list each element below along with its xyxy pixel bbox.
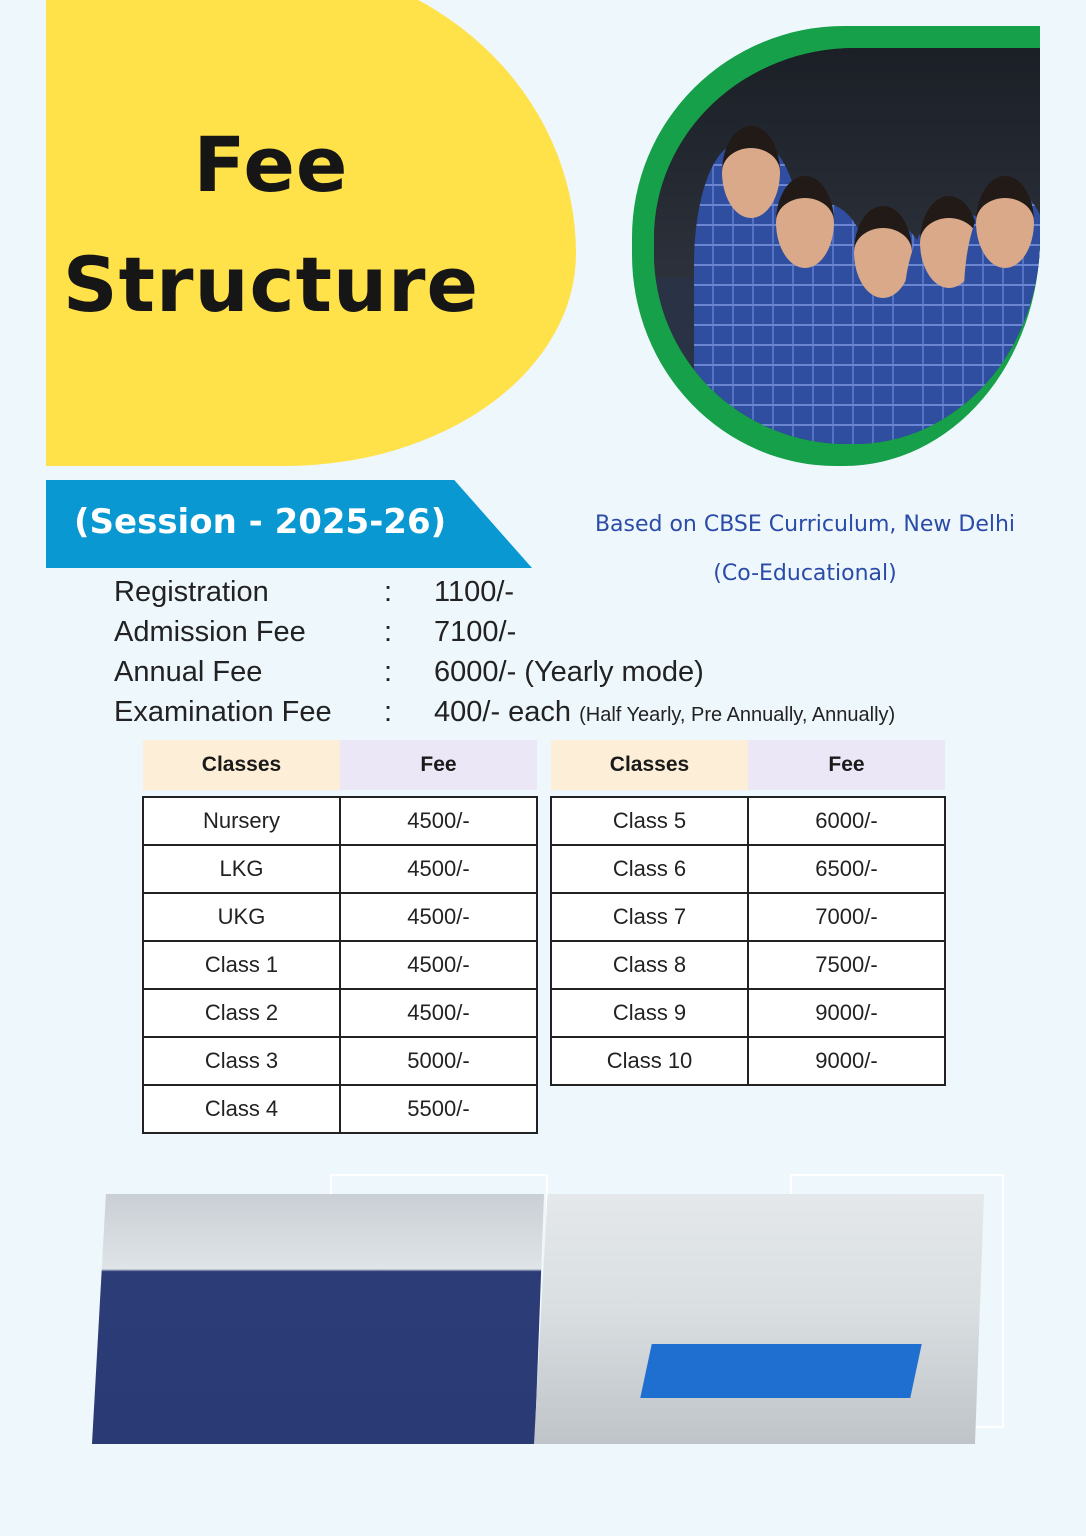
class-cell: Class 10 bbox=[551, 1037, 748, 1085]
class-fee-table-right bbox=[550, 740, 946, 1086]
fee-label: Registration bbox=[114, 576, 269, 608]
fee-separator: : bbox=[384, 576, 393, 608]
class-cell: Class 2 bbox=[143, 989, 340, 1037]
fee-label: Annual Fee bbox=[114, 656, 263, 688]
fee-label: Admission Fee bbox=[114, 616, 306, 648]
fee-cell: 9000/- bbox=[748, 1037, 945, 1085]
table-row bbox=[143, 1085, 537, 1133]
title-background-blob bbox=[46, 0, 576, 466]
fee-amount: 400/- each bbox=[434, 696, 572, 728]
table-row bbox=[143, 893, 537, 941]
table-row bbox=[143, 797, 537, 845]
fee-cell: 6000/- bbox=[748, 797, 945, 845]
class-cell: Class 3 bbox=[143, 1037, 340, 1085]
fee-separator: : bbox=[384, 696, 393, 728]
class-cell: Class 6 bbox=[551, 845, 748, 893]
class-cell: Nursery bbox=[143, 797, 340, 845]
fee-cell: 9000/- bbox=[748, 989, 945, 1037]
students-playing-table-tennis-photo bbox=[534, 1194, 984, 1444]
page-title-line1: Fee bbox=[193, 120, 349, 209]
class-cell: Class 7 bbox=[551, 893, 748, 941]
column-header-classes: Classes bbox=[143, 740, 340, 790]
class-cell: Class 8 bbox=[551, 941, 748, 989]
table-row bbox=[551, 941, 945, 989]
table-tennis-table-shape bbox=[640, 1344, 921, 1398]
table-row bbox=[551, 845, 945, 893]
table-row bbox=[143, 845, 537, 893]
fee-cell: 5500/- bbox=[340, 1085, 537, 1133]
session-label: (Session - 2025-26) bbox=[74, 502, 447, 542]
class-cell: UKG bbox=[143, 893, 340, 941]
fee-value bbox=[434, 696, 895, 729]
fee-value: 7100/- bbox=[434, 616, 517, 648]
fee-cell: 6500/- bbox=[748, 845, 945, 893]
fee-cell: 4500/- bbox=[340, 941, 537, 989]
class-fee-table-left bbox=[142, 740, 538, 1134]
students-with-table-tennis-bats-photo bbox=[78, 1194, 544, 1444]
fee-separator: : bbox=[384, 616, 393, 648]
fee-label: Examination Fee bbox=[114, 696, 332, 728]
coeducational-line: (Co-Educational) bbox=[713, 561, 897, 586]
fee-separator: : bbox=[384, 656, 393, 688]
class-cell: Class 9 bbox=[551, 989, 748, 1037]
fee-cell: 7500/- bbox=[748, 941, 945, 989]
top-photo-frame bbox=[632, 26, 1040, 466]
table-row bbox=[143, 989, 537, 1037]
class-cell: Class 1 bbox=[143, 941, 340, 989]
column-header-classes: Classes bbox=[551, 740, 748, 790]
table-row bbox=[143, 1037, 537, 1085]
table-row bbox=[551, 797, 945, 845]
fee-cell: 4500/- bbox=[340, 797, 537, 845]
table-row bbox=[551, 989, 945, 1037]
fee-cell: 4500/- bbox=[340, 845, 537, 893]
class-cell: LKG bbox=[143, 845, 340, 893]
fee-value: 1100/- bbox=[434, 576, 515, 608]
column-header-fee: Fee bbox=[340, 740, 537, 790]
table-row bbox=[143, 941, 537, 989]
page-title-line2: Structure bbox=[62, 240, 480, 329]
students-in-uniform-photo bbox=[654, 48, 1040, 444]
fee-note: (Half Yearly, Pre Annually, Annually) bbox=[579, 704, 896, 726]
fee-cell: 5000/- bbox=[340, 1037, 537, 1085]
fee-cell: 7000/- bbox=[748, 893, 945, 941]
fee-cell: 4500/- bbox=[340, 989, 537, 1037]
table-row bbox=[551, 1037, 945, 1085]
table-row bbox=[551, 893, 945, 941]
fee-cell: 4500/- bbox=[340, 893, 537, 941]
class-cell: Class 5 bbox=[551, 797, 748, 845]
curriculum-line: Based on CBSE Curriculum, New Delhi bbox=[594, 512, 1016, 537]
class-cell: Class 4 bbox=[143, 1085, 340, 1133]
column-header-fee: Fee bbox=[748, 740, 945, 790]
fee-value: 6000/- (Yearly mode) bbox=[434, 656, 704, 688]
